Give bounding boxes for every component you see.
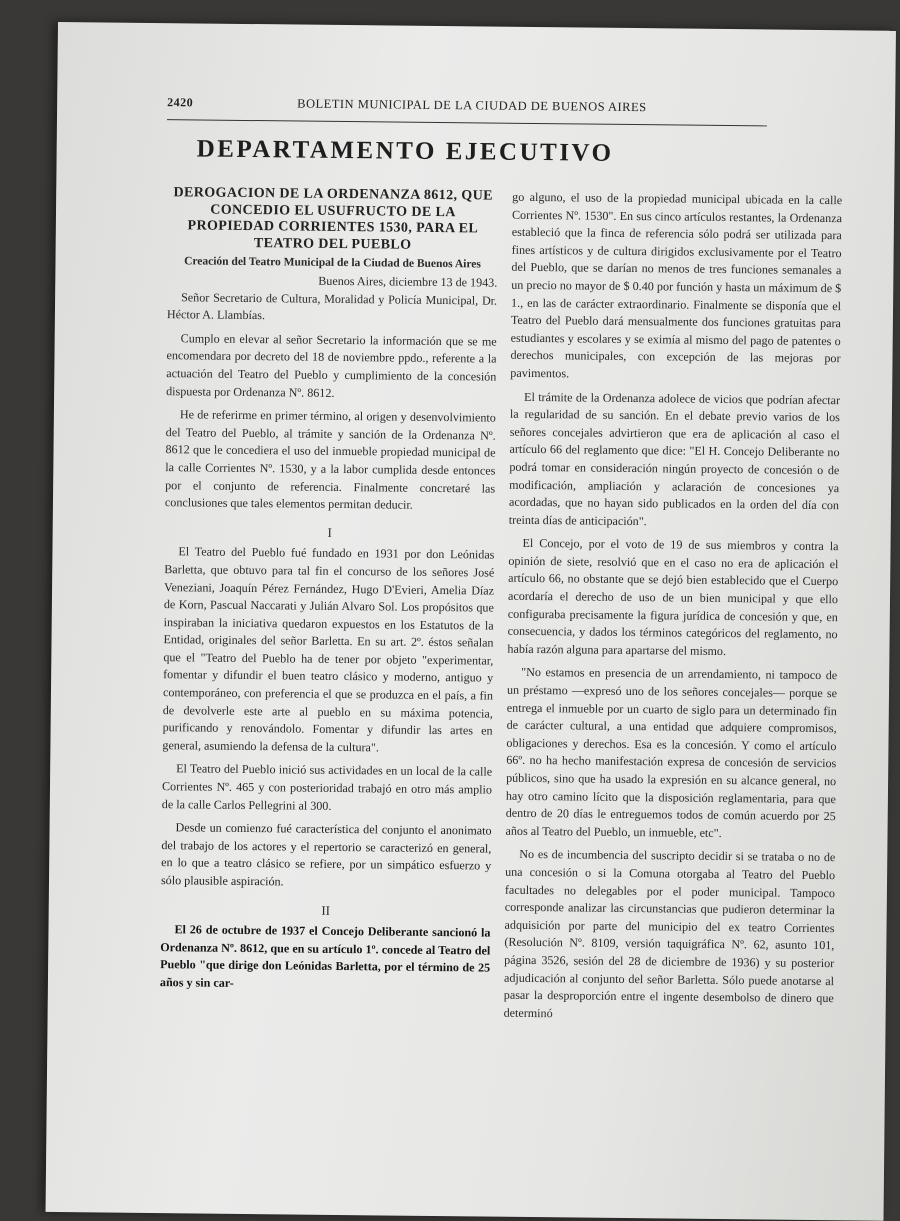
page-number: 2420 [167, 95, 194, 110]
paragraph: "No estamos en presencia de un arrendamiento, ni tampoco de un préstamo —expresó uno de los señores concejales— porque se entrega el inmueble por un cuarto de siglo para un determinado fin de carácter cultural, a una entidad que adquiere compromisos, obligaciones y derechos. Esa es la concesión. Y como el artículo 66º. no ha hecho manifestación expresa de concesión de servicios públicos, sino que ha usado la expresión en su alcance general, no hay otro camino lícito que la disposición reglamentaria, para que dentro de 20 días le entreguemos todos de común acuerdo por 25 años al Teatro del Pueblo, un inmueble, etc". [505, 665, 838, 840]
article-subtitle: Creación del Teatro Municipal de la Ciudad de Buenos Aires [184, 255, 481, 271]
section-title: DEPARTAMENTO EJECUTIVO [196, 135, 614, 167]
paragraph: El Teatro del Pueblo inició sus actividades en un local de la calle Corrientes Nº. 465 y con posterioridad trabajó en otro más amplio de la calle Carlos Pellegrini al 300. [161, 761, 493, 813]
paragraph: He de referirme en primer término, al origen y desenvolvimiento del Teatro del Pueblo, al trámite y sanción de la Ordenanza Nº. 8612 que le concediera el uso del inmueble propiedad municipal de la calle Corrientes Nº. 1530, y a la labor cumplida desde entonces por el conjunto de referencia. Finalmente concretaré las conclusiones que tales elementos permitan deducir. [164, 407, 496, 512]
paragraph: Desde un comienzo fué característica del conjunto el anonimato del trabajo de los actores y el repertorio se caracterizó en general, en lo que a teatro clásico se refiere, por un simpático esfuerzo y sólo plausible aspiración. [160, 820, 492, 889]
running-header [167, 93, 767, 126]
section-number-1: I [327, 524, 332, 540]
document-page [46, 22, 896, 1221]
paragraph: go alguno, el uso de la propiedad municipal ubicada en la calle Corrientes Nº. 1530". En sus cinco artículos restantes, la Ordenanza estableció que la finca de referencia sólo podrá ser utilizada para fines artísticos y de cultura dirigidos exclusivamente por el Teatro del Pueblo, que se darían no menos de tres funciones semanales a un precio no mayor de $ 0.40 por función y hasta un máximum de $ 1., en las de carácter extraordinario. Finalmente se disponía que el Teatro del Pueblo dará mensualmente dos funciones gratuitas para estudiantes y escolares y se eximía al mismo del pago de patentes o derechos municipales, con excepción de las mejoras por pavimentos. [510, 189, 843, 381]
section-number-2: II [321, 902, 331, 918]
addressee: Señor Secretario de Cultura, Moralidad y Policía Municipal, Dr. Héctor A. Llambías. [166, 289, 498, 323]
paragraph: Cumplo en elevar al señor Secretario la información que se me encomendara por decreto del 18 de noviembre ppdo., referente a la actuación del Teatro del Pueblo y cumplimiento de la concesión dispuesta por Ordenanza Nº. 8612. [166, 331, 497, 400]
paragraph: No es de incumbencia del suscripto decidir si se trataba o no de una concesión o si la Comuna otorgaba al Teatro del Pueblo facultades no delegables por el poder municipal. Tampoco corresponde analizar las circunstancias que pudieron determinar la adquisición por parte del municipio del ex teatro Corrientes (Resolución Nº. 8109, versión taquigráfica Nº. 62, asunto 101, página 3526, sesión del 28 de diciembre de 1936) y su posterior adjudicación al conjunto del señor Barletta. Sólo puede anotarse al pasar la desproporción entre el ingente desembolso de dinero que determinó [503, 847, 836, 1020]
right-column [504, 189, 843, 1026]
publication-title: BOLETIN MUNICIPAL DE LA CIUDAD DE BUENOS AIRES [297, 96, 647, 115]
paragraph: El Concejo, por el voto de 19 de sus miembros y contra la opinión de siete, resolvió que en el caso no era de aplicación el artículo 66, no obstante que se dejó bien establecido que el Cuerpo acordaría el derecho de uso de un bien municipal y que ello configuraba precisamente la figura jurídica de concesión y que, en consecuencia, y dados los términos categóricos del reglamento, no había razón alguna para apartarse del mismo. [507, 536, 839, 658]
article-title: DEROGACION DE LA ORDENANZA 8612, QUE CONCEDIO EL USUFRUCTO DE LA PROPIEDAD CORRIENTES 1530, PARA EL TEATRO DEL PUEBLO [173, 185, 493, 253]
paragraph: El trámite de la Ordenanza adolece de vicios que podrían afectar la regularidad de su sanción. En el debate previo varios de los señores concejales advirtieron que era de aplicación al caso el artículo 66 del reglamento que dice: "El H. Concejo Deliberante no podrá tomar en consideración ningún proyecto de concesión o de modificación, ampliación y aclaración de concesiones ya acordadas, que no hayan sido publicados en la orden del día con treinta días de anticipación". [508, 389, 841, 528]
left-column [160, 185, 498, 995]
paragraph: El Teatro del Pueblo fué fundado en 1931 por don Leónidas Barletta, que obtuvo para tal fin el concurso de los señores José Veneziani, Joaquín Pérez Fernández, Hugo D'Evieri, Amelia Díaz de Korn, Pascual Naccarati y Julián Alvaro Sol. Los propósitos que inspiraban la iniciativa quedaron expuestos en los Estatutos de la Entidad, originales del señor Barletta. En su art. 2º. éstos señalan que el "Teatro del Pueblo ha de tener por objeto "experimentar, fomentar y difundir el buen teatro clásico y moderno, antiguo y contemporáneo, con preferencia el que se produzca en el país, a fin de devolverle este arte al pueblo en su máxima potencia, purificando y renovándolo. Fomentar y difundir las artes en general, asumiendo la defensa de la cultura". [162, 544, 495, 755]
paragraph: El 26 de octubre de 1937 el Concejo Deliberante sancionó la Ordenanza Nº. 8612, que en su artículo 1º. concede al Teatro del Pueblo "que dirige don Leónidas Barletta, por el término de 25 años y sin car- [159, 922, 491, 990]
article-date: Buenos Aires, diciembre 13 de 1943. [318, 273, 498, 290]
